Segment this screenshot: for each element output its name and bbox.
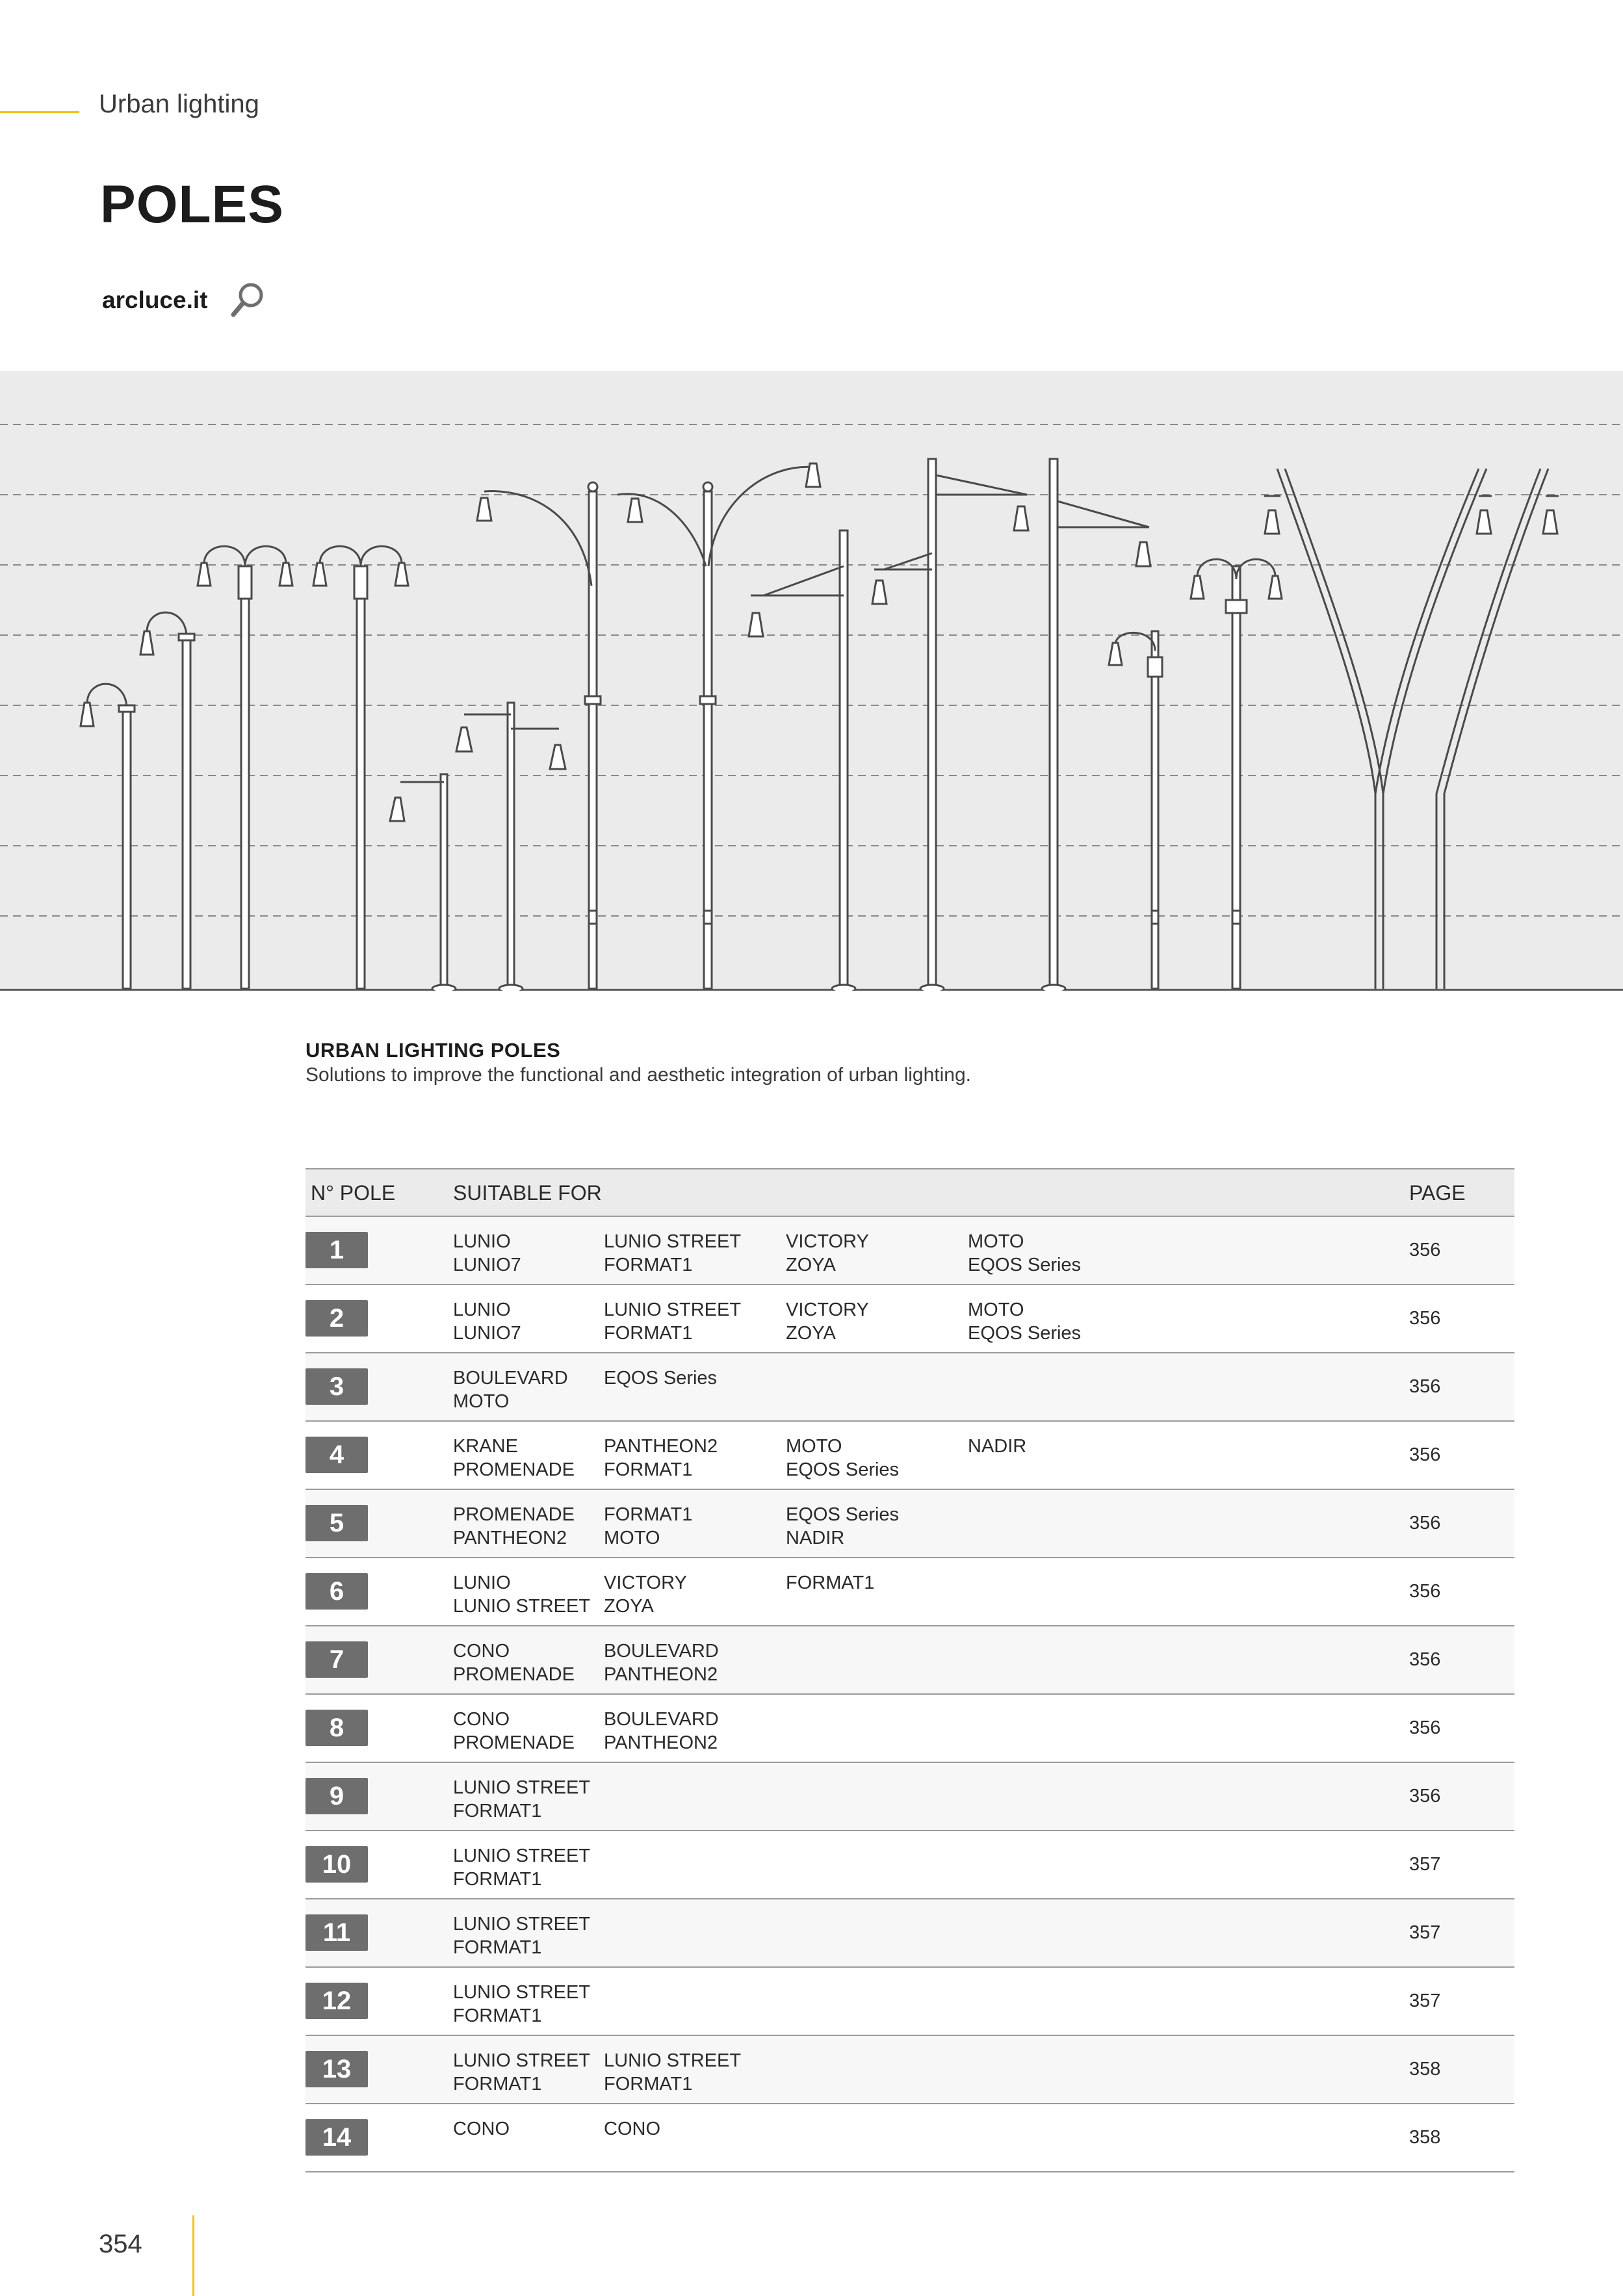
table-row	[305, 1831, 1514, 1899]
table-row	[305, 1626, 1514, 1695]
pole-10	[872, 459, 1028, 991]
suitable-col-1: CONO	[453, 2119, 510, 2139]
pole-number-badge: 2	[305, 1300, 368, 1337]
table-header	[305, 1169, 1514, 1217]
suitable-col-3: EQOS Series NADIR	[786, 1504, 900, 1548]
pole-number-badge: 5	[305, 1505, 368, 1541]
suitable-col-2: LUNIO STREET FORMAT1	[604, 1231, 742, 1275]
table-row	[305, 1899, 1514, 1968]
page-reference[interactable]: 356	[1409, 1581, 1441, 1602]
pole-number-badge: 1	[305, 1232, 368, 1268]
pole-4	[313, 546, 408, 989]
suitable-col-3: FORMAT1	[786, 1572, 875, 1593]
page-reference[interactable]: 356	[1409, 1513, 1441, 1533]
table-row	[305, 1353, 1514, 1422]
pole-number-badge: 11	[305, 1914, 368, 1951]
table-row	[305, 2104, 1514, 2172]
search-icon[interactable]	[229, 281, 266, 320]
suitable-col-1: BOULEVARD MOTO	[453, 1368, 568, 1412]
footer-accent-line	[192, 2215, 194, 2296]
pole-11	[1042, 459, 1150, 991]
poles-table	[305, 1168, 1514, 2172]
pole-number-badge: 8	[305, 1710, 368, 1746]
page-reference[interactable]: 356	[1409, 1444, 1441, 1465]
suitable-col-1: KRANE PROMENADE	[453, 1436, 575, 1480]
pole-2	[140, 612, 194, 989]
suitable-col-2: FORMAT1 MOTO	[604, 1504, 693, 1548]
suitable-col-2: VICTORY ZOYA	[604, 1572, 687, 1617]
page-reference[interactable]: 356	[1409, 1308, 1441, 1329]
site-link[interactable]: arcluce.it	[102, 287, 208, 313]
pole-13	[1191, 559, 1282, 989]
table-body	[305, 1217, 1514, 2172]
suitable-col-1: CONO PROMENADE	[453, 1641, 575, 1685]
pole-3	[198, 546, 292, 989]
page-reference[interactable]: 356	[1409, 1376, 1441, 1397]
pole-12	[1109, 631, 1162, 989]
page-reference[interactable]: 356	[1409, 1240, 1441, 1260]
suitable-col-4: NADIR	[968, 1436, 1027, 1457]
header-suitable: SUITABLE FOR	[453, 1181, 602, 1205]
section-label: Urban lighting	[99, 90, 259, 118]
pole-number-badge: 7	[305, 1641, 368, 1678]
pole-number-badge: 13	[305, 2051, 368, 2087]
suitable-col-2: BOULEVARD PANTHEON2	[604, 1641, 719, 1685]
intro-title: URBAN LIGHTING POLES	[305, 1039, 561, 1062]
pole-number-badge: 6	[305, 1573, 368, 1610]
pole-number-badge: 3	[305, 1368, 368, 1405]
suitable-col-3: VICTORY ZOYA	[786, 1231, 869, 1275]
site-row	[102, 281, 266, 320]
suitable-col-4: MOTO EQOS Series	[968, 1231, 1082, 1275]
suitable-col-2: LUNIO STREET FORMAT1	[604, 2050, 742, 2094]
poles-drawing	[0, 371, 1623, 991]
table-row	[305, 1490, 1514, 1558]
table-row	[305, 1968, 1514, 2036]
intro-text: Solutions to improve the functional and aesthetic integration of urban lighting.	[305, 1064, 971, 1086]
pole-5	[390, 774, 456, 991]
suitable-col-3: VICTORY ZOYA	[786, 1299, 869, 1344]
suitable-col-1: LUNIO STREET FORMAT1	[453, 1914, 591, 1958]
suitable-col-1: LUNIO STREET FORMAT1	[453, 1777, 591, 1821]
pole-number-badge: 9	[305, 1778, 368, 1814]
page-reference[interactable]: 357	[1409, 1854, 1441, 1875]
pole-1	[81, 684, 135, 989]
page-reference[interactable]: 356	[1409, 1786, 1441, 1807]
pole-8	[617, 463, 820, 989]
page-reference[interactable]: 358	[1409, 2059, 1441, 2080]
pole-number-badge: 12	[305, 1983, 368, 2019]
suitable-col-1: LUNIO STREET FORMAT1	[453, 2050, 591, 2094]
pole-9	[749, 530, 855, 991]
poles-illustration	[0, 371, 1623, 991]
page-title: POLES	[100, 175, 284, 234]
table-row	[305, 1285, 1514, 1353]
pole-6	[456, 703, 565, 991]
page-reference[interactable]: 356	[1409, 1649, 1441, 1670]
pole-number-badge: 10	[305, 1846, 368, 1883]
page-reference[interactable]: 357	[1409, 1922, 1441, 1943]
table-row	[305, 1558, 1514, 1626]
suitable-col-1: LUNIO STREET FORMAT1	[453, 1846, 591, 1890]
suitable-col-2: BOULEVARD PANTHEON2	[604, 1709, 719, 1753]
suitable-col-2: EQOS Series	[604, 1368, 718, 1389]
header-pole: N° POLE	[311, 1181, 396, 1205]
pole-14	[1264, 469, 1559, 989]
table-row	[305, 1695, 1514, 1763]
suitable-col-4: MOTO EQOS Series	[968, 1299, 1082, 1344]
table-row	[305, 2036, 1514, 2104]
suitable-col-2: LUNIO STREET FORMAT1	[604, 1299, 742, 1344]
table-row	[305, 1422, 1514, 1490]
suitable-col-2: PANTHEON2 FORMAT1	[604, 1436, 718, 1480]
suitable-col-1: CONO PROMENADE	[453, 1709, 575, 1753]
pole-number-badge: 14	[305, 2119, 368, 2156]
suitable-col-1: LUNIO LUNIO STREET	[453, 1572, 591, 1617]
table-row	[305, 1763, 1514, 1831]
suitable-col-2: CONO	[604, 2119, 660, 2139]
suitable-col-3: MOTO EQOS Series	[786, 1436, 900, 1480]
suitable-col-1: PROMENADE PANTHEON2	[453, 1504, 575, 1548]
section-accent-line	[0, 111, 79, 113]
page-number: 354	[99, 2230, 142, 2258]
suitable-col-1: LUNIO LUNIO7	[453, 1231, 521, 1275]
page-reference[interactable]: 357	[1409, 1990, 1441, 2011]
table-row	[305, 1217, 1514, 1285]
suitable-col-1: LUNIO STREET FORMAT1	[453, 1982, 591, 2026]
header-page: PAGE	[1409, 1181, 1466, 1205]
suitable-col-1: LUNIO LUNIO7	[453, 1299, 521, 1344]
pole-7	[477, 482, 601, 989]
page-reference[interactable]: 356	[1409, 1717, 1441, 1738]
pole-number-badge: 4	[305, 1437, 368, 1473]
page-reference[interactable]: 358	[1409, 2127, 1441, 2148]
